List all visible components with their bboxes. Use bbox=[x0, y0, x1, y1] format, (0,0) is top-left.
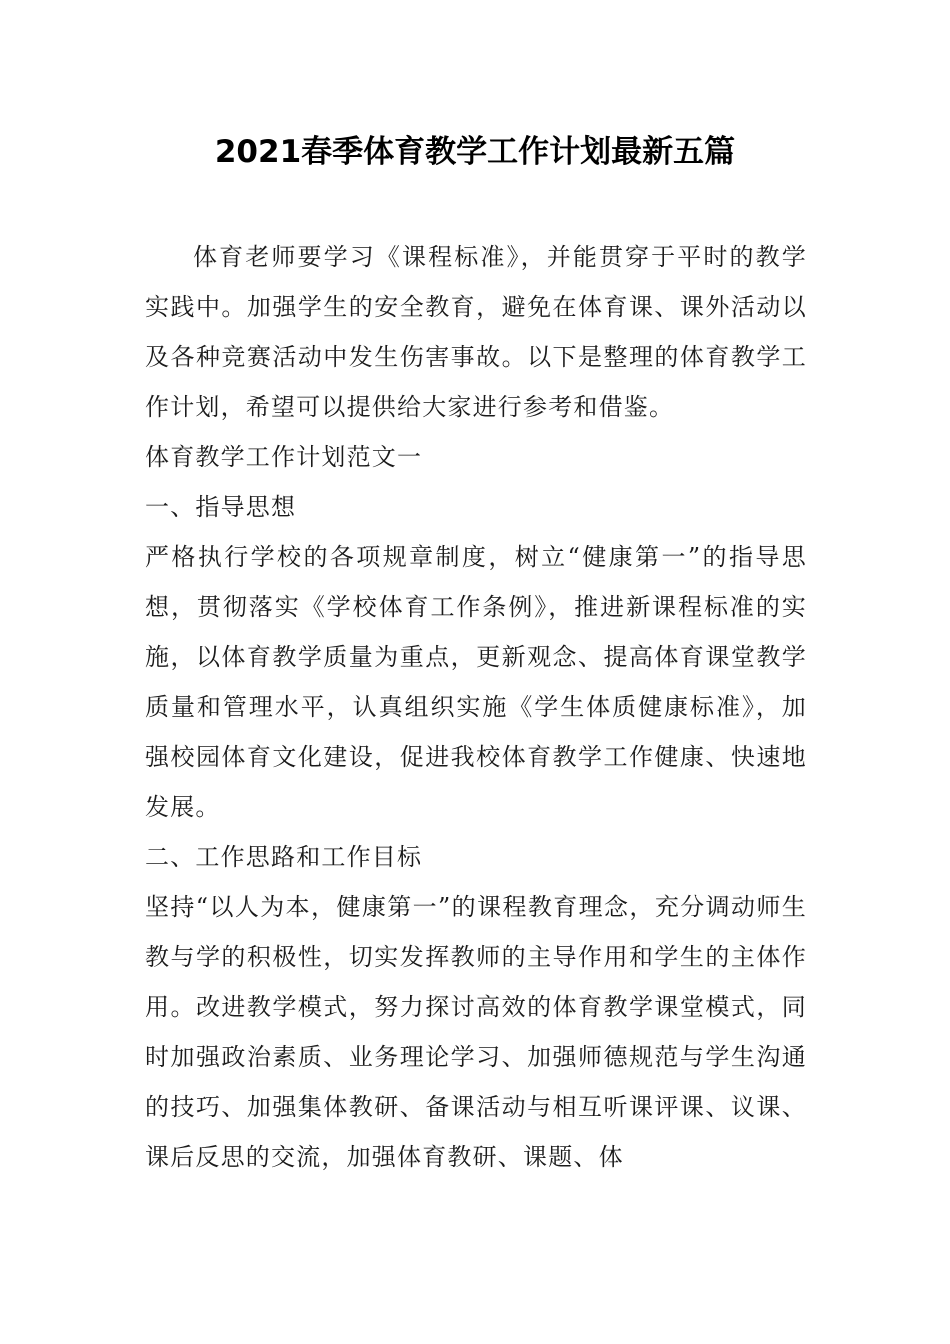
guiding-thought-paragraph: 严格执行学校的各项规章制度，树立“健康第一”的指导思想，贯彻落实《学校体育工作条例》，推进新课程标准的实施，以体育教学质量为重点，更新观念、提高体育课堂教学质量和管理水平，认真组织实施《学生体质健康标准》，加强校园体育文化建设，促进我校体育教学工作健康、快速地发展。 bbox=[145, 543, 807, 821]
document-title: 2021春季体育教学工作计划最新五篇 bbox=[214, 134, 736, 170]
section-heading-sample-one: 体育教学工作计划范文一 bbox=[145, 443, 423, 471]
section-heading-work-goals: 二、工作思路和工作目标 bbox=[145, 843, 423, 871]
section-heading-guiding-thought: 一、指导思想 bbox=[145, 493, 297, 521]
document-body bbox=[145, 232, 807, 1182]
intro-paragraph: 体育老师要学习《课程标准》，并能贯穿于平时的教学实践中。加强学生的安全教育，避免在体育课、课外活动以及各种竞赛活动中发生伤害事故。以下是整理的体育教学工作计划，希望可以提供给大家进行参考和借鉴。 bbox=[145, 243, 807, 421]
work-goals-paragraph: 坚持“以人为本，健康第一”的课程教育理念，充分调动师生教与学的积极性，切实发挥教师的主导作用和学生的主体作用。改进教学模式，努力探讨高效的体育教学课堂模式，同时加强政治素质、业务理论学习、加强师德规范与学生沟通的技巧、加强集体教研、备课活动与相互听课评课、议课、课后反思的交流，加强体育教研、课题、体 bbox=[145, 893, 807, 1171]
